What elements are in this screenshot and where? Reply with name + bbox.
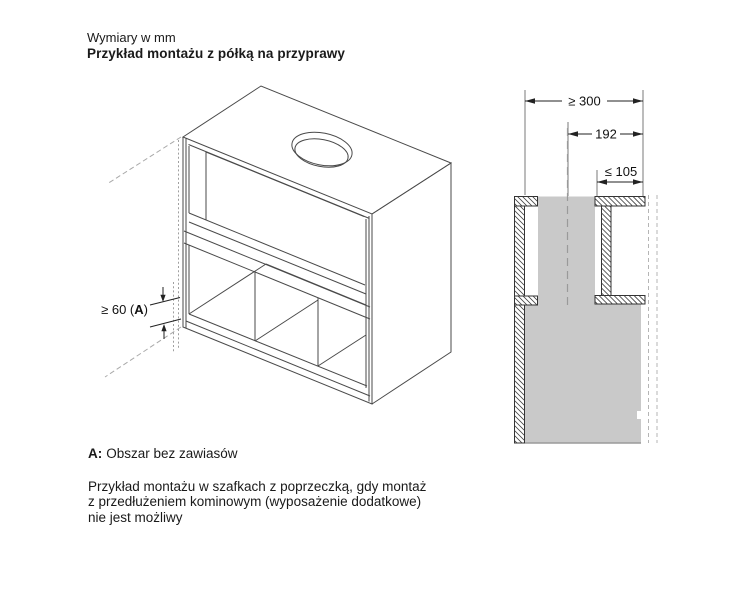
arrow-up-icon [161, 324, 166, 331]
isometric-cabinet-drawing [101, 86, 451, 404]
arrow-right-icon [633, 98, 643, 103]
figure-title: Przykład montażu z półką na przyprawy [87, 46, 346, 61]
footnote [88, 479, 426, 525]
min-width-label: ≥ 300 [568, 93, 601, 109]
footnote-line: Przykład montażu w szafkach z poprzeczką, gdy montaż [88, 479, 427, 494]
arrow-right-icon [633, 131, 643, 136]
duct-hole-outer [289, 127, 355, 170]
legend-text: Obszar bez zawiasów [106, 446, 238, 461]
shelf-front-bottom-edge [184, 243, 370, 319]
dimension-max-depth [597, 164, 643, 185]
footnote-line: z przedłużeniem kominowym (wyposażenie dodatkowe) [88, 494, 422, 510]
cabinet-outline [183, 86, 451, 404]
removed-wall-dashed-lines [649, 195, 658, 443]
hinge-free-dimension-label: ≥ 60 (A) [101, 302, 148, 317]
cabinet-right-face [372, 163, 451, 404]
dimension-duct-offset [568, 127, 643, 142]
footnote-line: nie jest możliwy [88, 509, 183, 525]
duct-hole [289, 127, 355, 171]
section-drawing [515, 90, 658, 443]
legend-key: A: [88, 446, 103, 461]
arrow-left-icon [568, 131, 578, 136]
max-depth-label: ≤ 105 [604, 164, 638, 179]
cabinet-front-face [183, 137, 372, 404]
dimension-min-width [525, 94, 643, 109]
arrow-right-icon [633, 179, 643, 184]
cabinet-interior-lines [184, 146, 370, 388]
construction-dashed-lines [105, 137, 181, 377]
floor-front-edge [189, 314, 367, 386]
shaded-duct-area [525, 197, 641, 444]
cabinet-top-face [183, 86, 451, 214]
hinge-area-dimension [101, 287, 181, 339]
units-note: Wymiary w mm [87, 30, 176, 45]
arrow-left-icon [597, 179, 607, 184]
legend-line [88, 446, 238, 461]
arrow-left-icon [525, 98, 535, 103]
duct-offset-label: 192 [595, 126, 617, 142]
